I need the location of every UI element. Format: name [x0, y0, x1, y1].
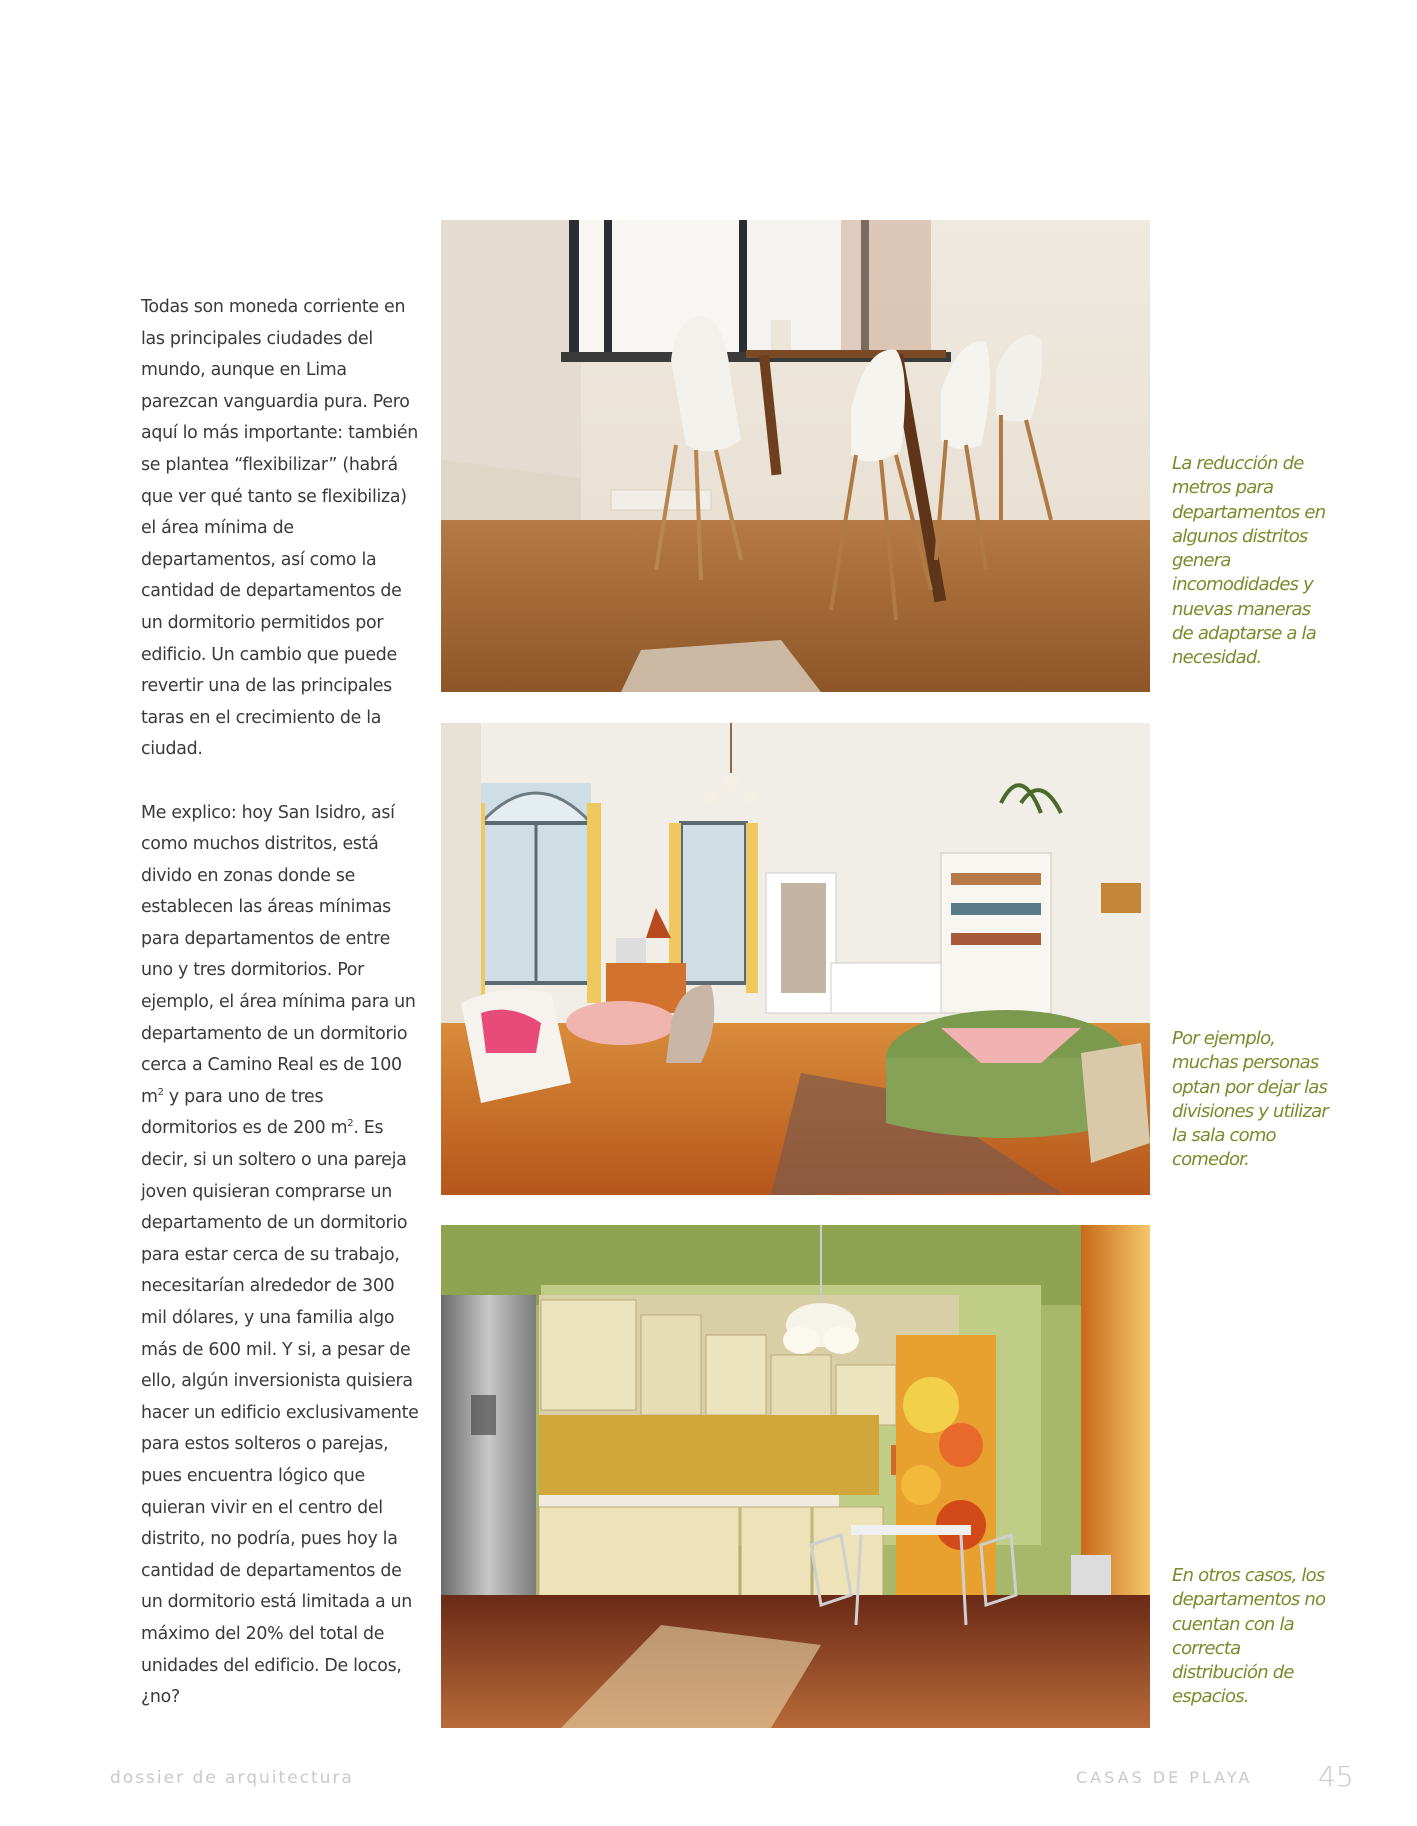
footer-section-title: dossier de arquitectura	[110, 1768, 354, 1788]
caption-2: Por ejemplo, muchas personas optan por dejar las divisiones y utilizar la sala como comedor.	[1172, 1028, 1328, 1171]
superscript-squared-2: 2	[347, 1118, 354, 1130]
paragraph-2-part-a: Me explico: hoy San Isidro, así como muchos distritos, está divido en zonas donde se establecen las áreas mínimas para departamentos de entre uno y tres dormitorios. Por ejemplo, el área mínima para un departamento de un dormitorio cerca a Camino Real es de 100 m	[141, 802, 416, 1107]
photo-living-room	[441, 723, 1150, 1195]
caption-1: La reducción de metros para departamentos en algunos distritos genera incomodidades y nuevas maneras de adaptarse a la necesidad.	[1172, 453, 1326, 669]
caption-3: En otros casos, los departamentos no cuentan con la correcta distribución de espacios.	[1172, 1565, 1326, 1708]
photo-kitchen	[441, 1225, 1150, 1728]
article-body	[141, 292, 421, 1714]
paragraph-2-part-b: y para uno de tres dormitorios es de 200 m	[141, 1086, 348, 1139]
dining-room-image	[441, 220, 1150, 692]
superscript-squared-1: 2	[157, 1087, 164, 1099]
paragraph-2-part-c: . Es decir, si un soltero o una pareja joven quisieran comprarse un departamento de un dormitorio para estar cerca de su trabajo, necesitarían alrededor de 300 mil dólares, y una familia algo más de 600 mil. Y si, a pesar de ello, algún inversionista quisiera hacer un edificio exclusivamente para estos solteros o parejas, pues encuentra lógico que quieran vivir en el centro del distrito, no podría, pues hoy la cantidad de departamentos de un dormitorio está limitada a un máximo del 20% del total de unidades del edificio. De locos, ¿no?	[141, 1118, 419, 1708]
living-room-image	[441, 723, 1150, 1195]
page-number: 45	[1318, 1760, 1354, 1793]
footer-brand: CASAS DE PLAYA	[1076, 1768, 1253, 1787]
kitchen-image	[441, 1225, 1150, 1728]
photo-dining-room	[441, 220, 1150, 692]
paragraph-2	[141, 798, 421, 1714]
paragraph-1: Todas son moneda corriente en las principales ciudades del mundo, aunque en Lima parezcan vanguardia pura. Pero aquí lo más importante: también se plantea “flexibilizar” (habrá que ver qué tanto se flexibiliza) el área mínima de departamentos, así como la cantidad de departamentos de un dormitorio permitidos por edificio. Un cambio que puede revertir una de las principales taras en el crecimiento de la ciudad.	[141, 297, 418, 760]
